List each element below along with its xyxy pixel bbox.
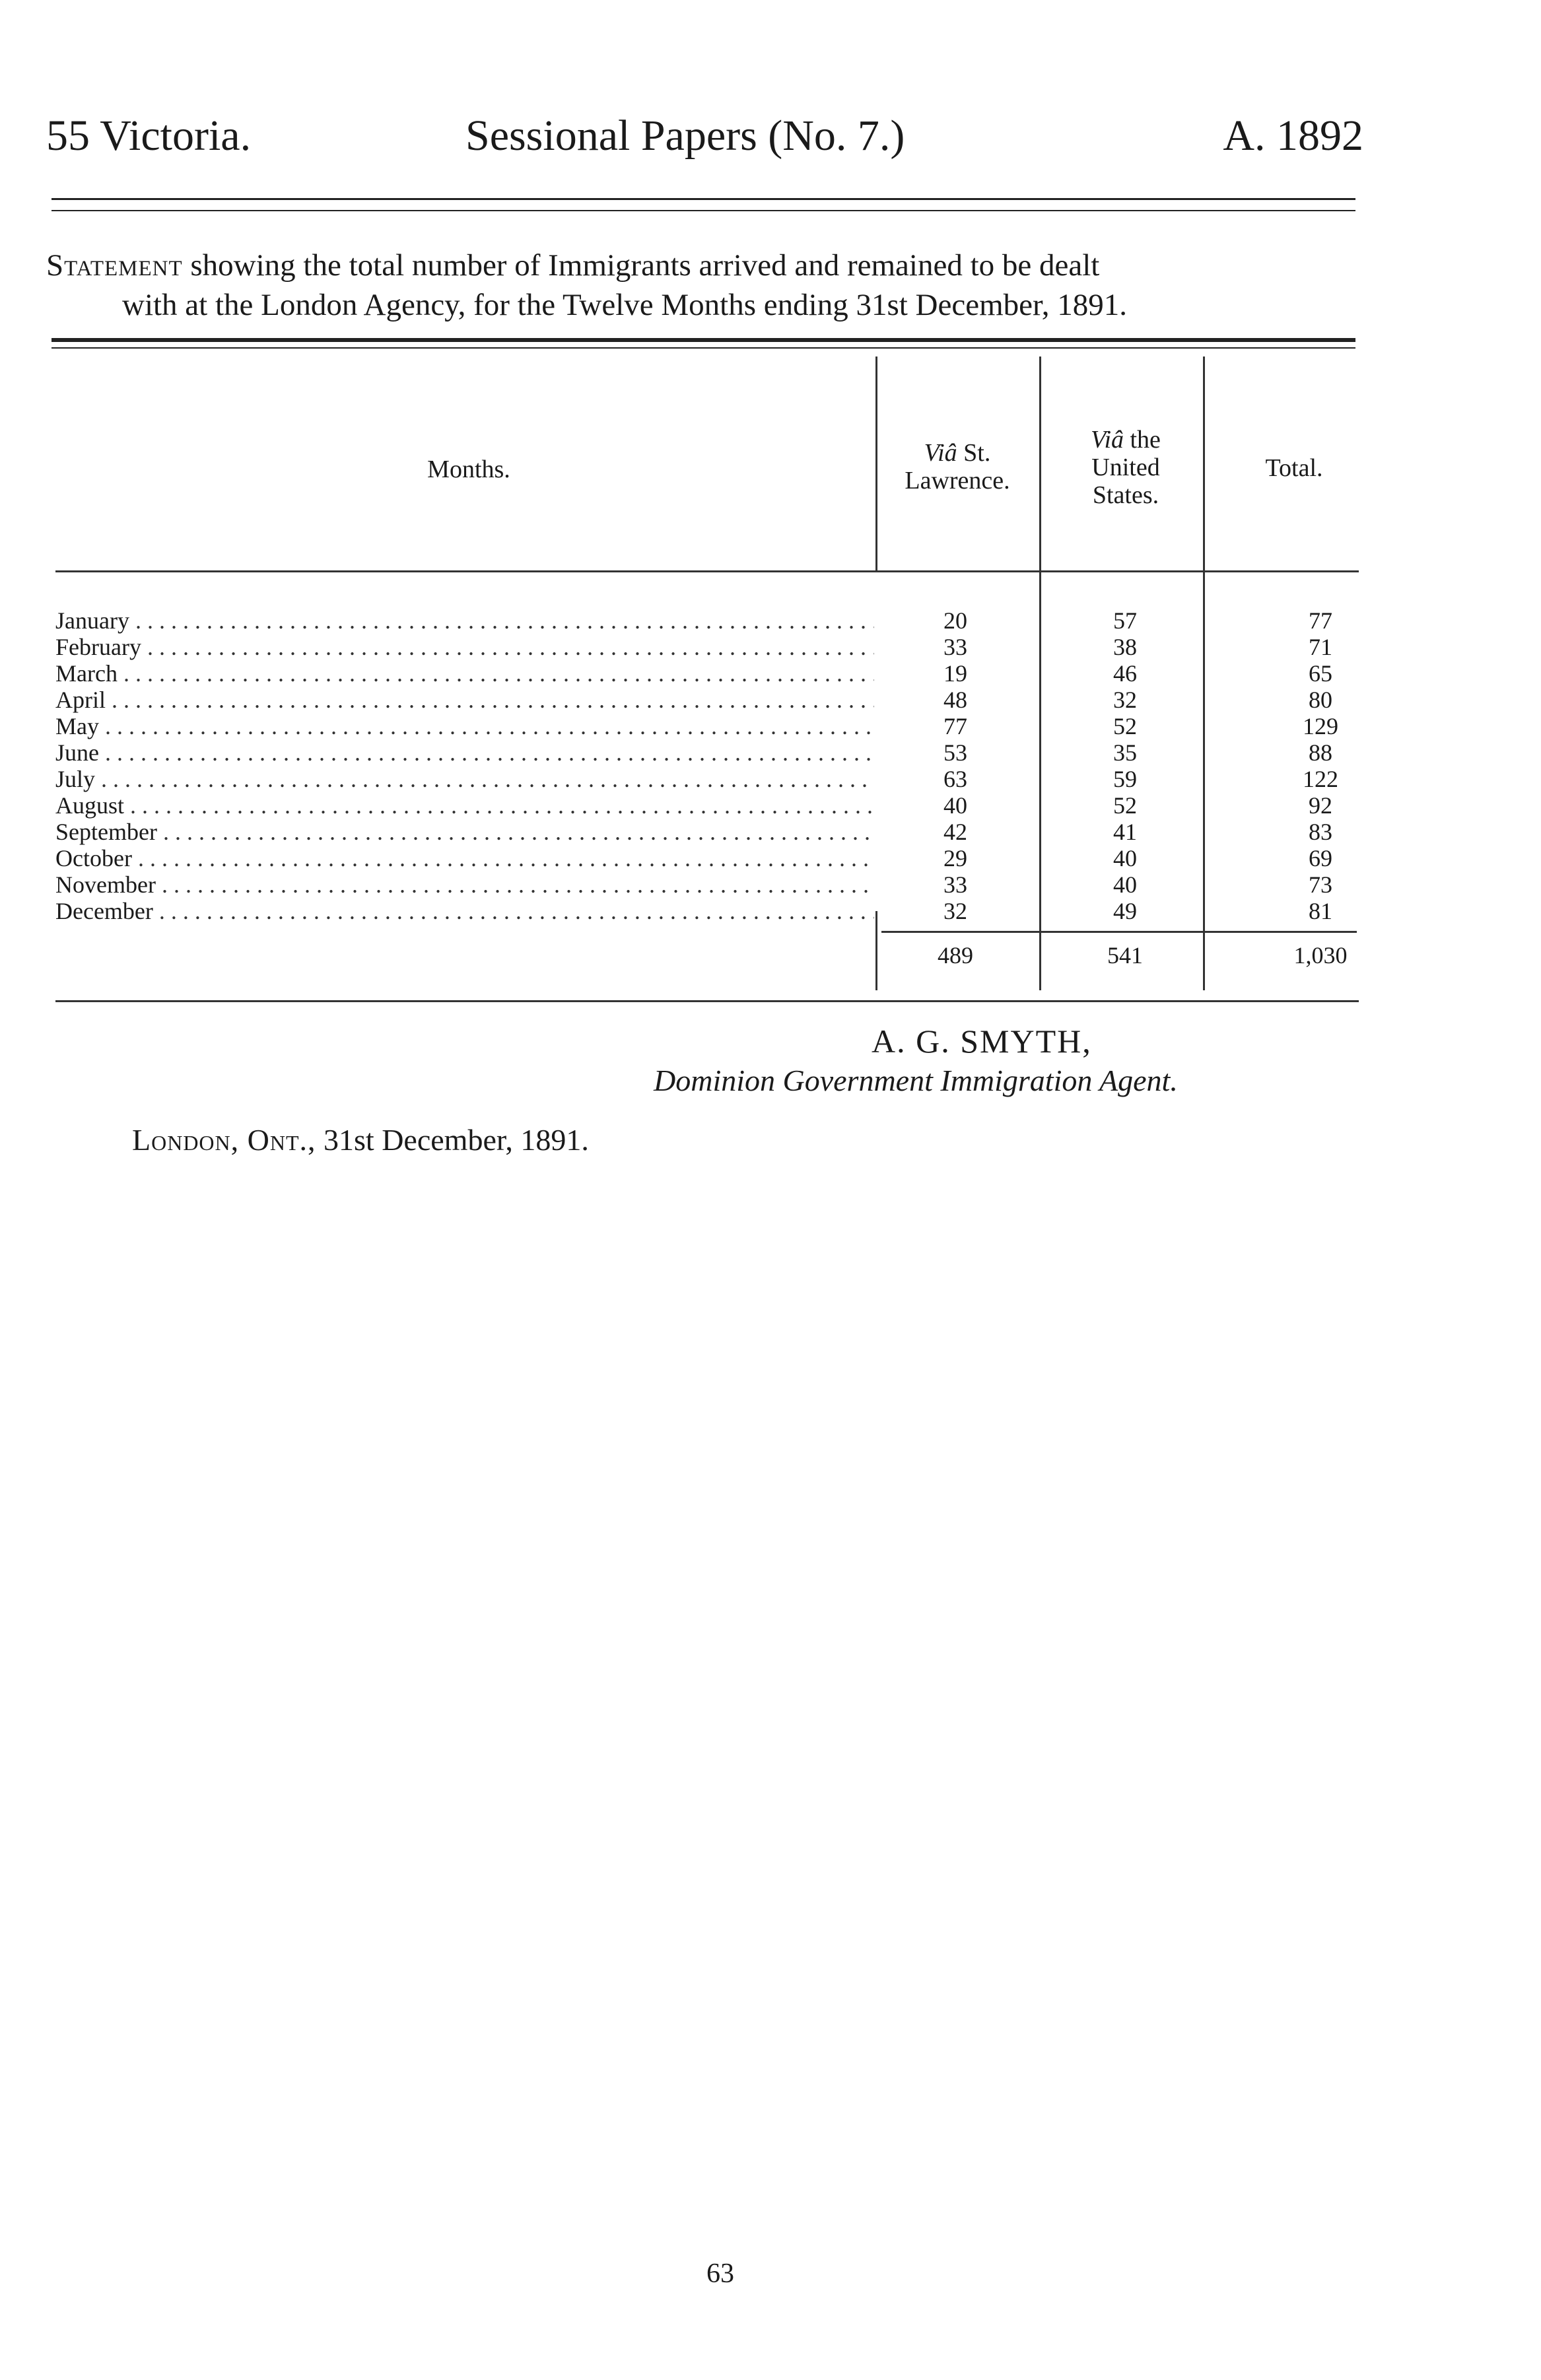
- column-header-total: Total.: [1265, 454, 1323, 482]
- month-cell: June . . .: [55, 739, 874, 766]
- united-states-cell: 57: [1113, 607, 1137, 634]
- statement-title: [46, 246, 1363, 325]
- totals-row: [0, 941, 1541, 970]
- total-cell: 92: [1309, 792, 1332, 819]
- st-lawrence-cell: 29: [943, 845, 967, 871]
- grand-total: 1,030: [1293, 942, 1348, 969]
- st-lawrence-cell: 63: [943, 766, 967, 792]
- st-lawrence-cell: 33: [943, 871, 967, 898]
- st-lawrence-cell: 77: [943, 713, 967, 739]
- date: 31st December, 1891.: [324, 1123, 589, 1157]
- month-cell: April . . .: [55, 687, 874, 713]
- total-cell: 77: [1309, 607, 1332, 634]
- st-lawrence-cell: 33: [943, 634, 967, 660]
- month-cell: July . . .: [55, 766, 874, 792]
- month-cell: February . . .: [55, 634, 874, 660]
- table-row: [0, 607, 1541, 634]
- total-cell: 69: [1309, 845, 1332, 871]
- place-and-date: [132, 1122, 589, 1157]
- running-header-year: A. 1892: [1223, 112, 1363, 160]
- total-cell: 88: [1309, 739, 1332, 766]
- st-lawrence-cell: 40: [943, 792, 967, 819]
- month-cell: August . . .: [55, 792, 874, 819]
- total-cell: 65: [1309, 660, 1332, 687]
- total-cell: 122: [1303, 766, 1338, 792]
- total-cell: 81: [1309, 898, 1332, 924]
- st-lawrence-cell: 19: [943, 660, 967, 687]
- table-row: [0, 687, 1541, 713]
- total-cell: 129: [1303, 713, 1338, 739]
- table-row: [0, 898, 1541, 924]
- total-st-lawrence: 489: [938, 942, 973, 969]
- st-lawrence-cell: 20: [943, 607, 967, 634]
- page-number: 63: [706, 2259, 734, 2289]
- united-states-cell: 38: [1113, 634, 1137, 660]
- total-cell: 71: [1309, 634, 1332, 660]
- month-cell: October . . .: [55, 845, 874, 871]
- header-rule-lower: [51, 210, 1355, 211]
- column-header-st-lawrence: Viâ St. Lawrence.: [905, 439, 1010, 494]
- united-states-cell: 52: [1113, 792, 1137, 819]
- table-row: [0, 739, 1541, 766]
- column-header-united-states: Viâ the United States.: [1091, 426, 1161, 509]
- table-bottom-rule: [55, 1000, 1359, 1002]
- united-states-cell: 41: [1113, 819, 1137, 845]
- month-cell: December . . .: [55, 898, 874, 924]
- united-states-cell: 40: [1113, 845, 1137, 871]
- united-states-cell: 32: [1113, 687, 1137, 713]
- st-lawrence-cell: 53: [943, 739, 967, 766]
- united-states-cell: 52: [1113, 713, 1137, 739]
- st-lawrence-cell: 48: [943, 687, 967, 713]
- united-states-cell: 35: [1113, 739, 1137, 766]
- running-header-session: 55 Victoria.: [46, 112, 252, 160]
- header-rule: [51, 198, 1355, 200]
- month-cell: September . . .: [55, 819, 874, 845]
- total-cell: 83: [1309, 819, 1332, 845]
- running-header-papers: Sessional Papers (No. 7.): [465, 112, 905, 160]
- signatory-name: A. G. SMYTH,: [872, 1023, 1092, 1060]
- st-lawrence-cell: 42: [943, 819, 967, 845]
- month-cell: March . . .: [55, 660, 874, 687]
- signatory-title: Dominion Government Immigration Agent.: [654, 1064, 1178, 1097]
- united-states-cell: 46: [1113, 660, 1137, 687]
- total-cell: 73: [1309, 871, 1332, 898]
- column-divider-1: [875, 357, 877, 571]
- united-states-cell: 59: [1113, 766, 1137, 792]
- statement-rule-thin: [51, 347, 1355, 349]
- united-states-cell: 40: [1113, 871, 1137, 898]
- united-states-cell: 49: [1113, 898, 1137, 924]
- total-united-states: 541: [1107, 942, 1143, 969]
- totals-rule: [881, 931, 1357, 933]
- statement-line1: showing the total number of Immigrants arrived and remained to be dealt: [190, 248, 1100, 283]
- month-cell: May . . .: [55, 713, 874, 739]
- statement-rule-thick: [51, 338, 1355, 342]
- st-lawrence-cell: 32: [943, 898, 967, 924]
- table-row: [0, 819, 1541, 845]
- place: London, Ont.,: [132, 1123, 316, 1157]
- month-cell: November . . .: [55, 871, 874, 898]
- statement-line2: with at the London Agency, for the Twelve Months ending 31st December, 1891.: [122, 288, 1128, 322]
- table-row: [0, 845, 1541, 871]
- table-row: [0, 871, 1541, 898]
- table-row: [0, 634, 1541, 660]
- month-cell: January . . .: [55, 607, 874, 634]
- running-header: [46, 111, 1363, 170]
- table-row: [0, 713, 1541, 739]
- statement-lead: Statement: [46, 248, 183, 283]
- table-row: [0, 660, 1541, 687]
- total-cell: 80: [1309, 687, 1332, 713]
- column-header-months: Months.: [427, 456, 510, 483]
- table-row: [0, 766, 1541, 792]
- header-bottom-rule: [55, 570, 1359, 572]
- table-row: [0, 792, 1541, 819]
